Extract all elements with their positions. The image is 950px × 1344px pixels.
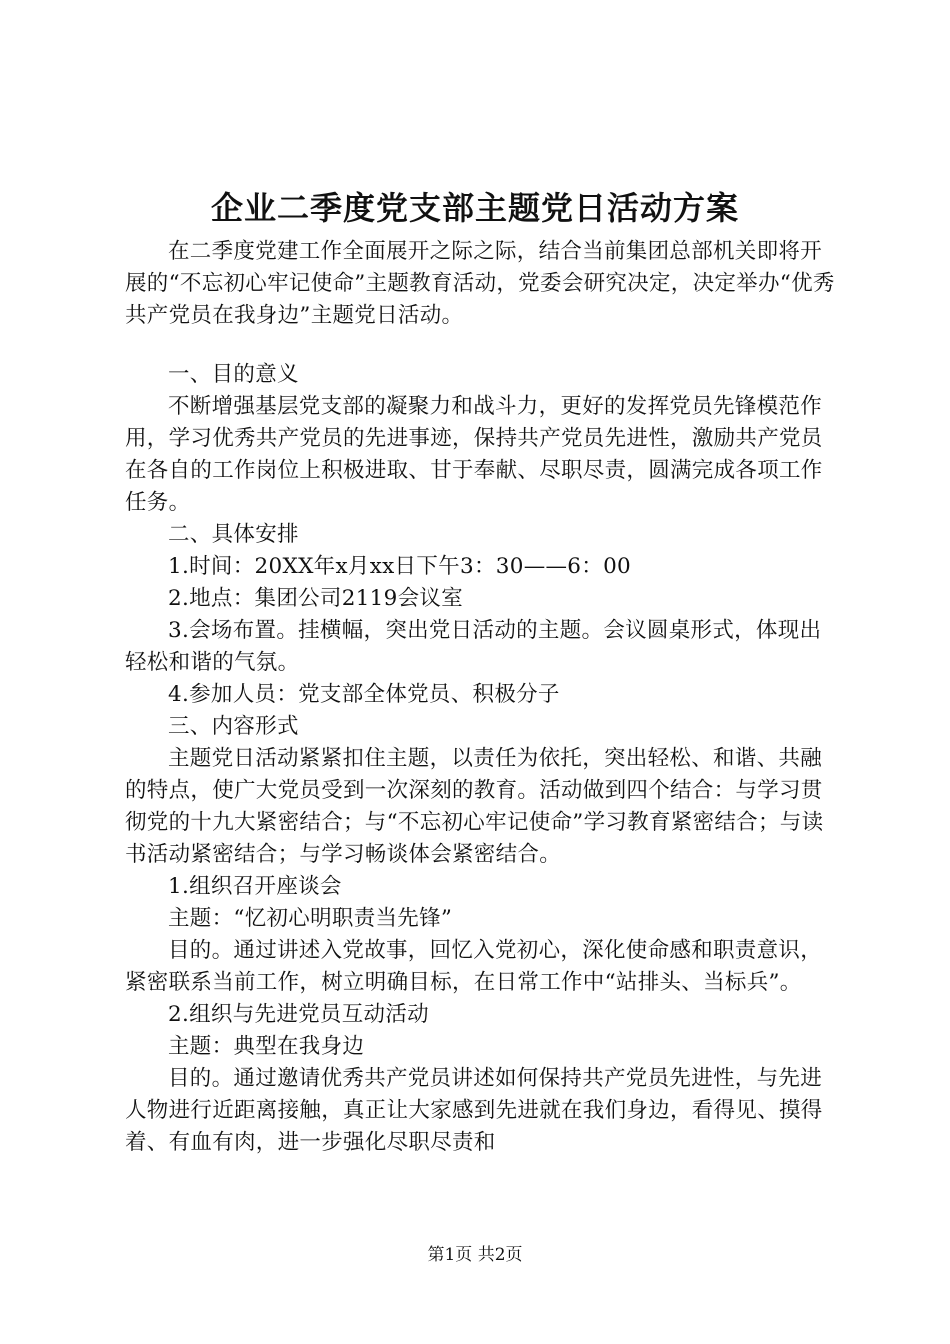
content-paragraph: 主题党日活动紧紧扣住主题，以责任为依托，突出轻松、和谐、共融的特点，使广大党员受到一次深刻的教育。活动做到四个结合：与学习贯彻党的十九大紧密结合；与“不忘初心牢记使命”学习教育紧密结合；与读书活动紧密结合；与学习畅谈体会紧密结合。 xyxy=(125,746,824,867)
document-body xyxy=(125,236,837,1159)
purpose-paragraph: 不断增强基层党支部的凝聚力和战斗力，更好的发挥党员先锋模范作用，学习优秀共产党员的先进事迹，保持共产党员先进性，激励共产党员在各自的工作岗位上积极进取、甘于奉献、尽职尽责，圆满完成各项工作任务。 xyxy=(125,394,823,515)
activity-2-heading: 2.组织与先进党员互动活动 xyxy=(168,1002,429,1027)
section-heading-content: 三、内容形式 xyxy=(168,714,299,739)
activity-1-heading: 1.组织召开座谈会 xyxy=(168,874,342,899)
activity-1-theme: 主题：“忆初心明职责当先锋” xyxy=(168,906,453,931)
section-heading-arrangement: 二、具体安排 xyxy=(168,522,299,547)
activity-2-theme: 主题：典型在我身边 xyxy=(168,1034,365,1059)
arrangement-participants: 4.参加人员：党支部全体党员、积极分子 xyxy=(168,682,560,707)
section-heading-purpose: 一、目的意义 xyxy=(168,362,299,387)
arrangement-venue-setup: 3.会场布置。挂横幅，突出党日活动的主题。会议圆桌形式，体现出轻松和谐的气氛。 xyxy=(125,618,822,675)
arrangement-location: 2.地点：集团公司2119会议室 xyxy=(168,586,464,611)
intro-paragraph: 在二季度党建工作全面展开之际之际，结合当前集团总部机关即将开展的“不忘初心牢记使命”主题教育活动，党委会研究决定，决定举办“优秀共产党员在我身边”主题党日活动。 xyxy=(125,239,835,328)
page-footer: 第1页 共2页 xyxy=(427,1245,523,1265)
activity-1-purpose: 目的。通过讲述入党故事，回忆入党初心，深化使命感和职责意识，紧密联系当前工作，树立明确目标，在日常工作中“站排头、当标兵”。 xyxy=(125,938,823,995)
activity-2-purpose: 目的。通过邀请优秀共产党员讲述如何保持共产党员先进性，与先进人物进行近距离接触，真正让大家感到先进就在我们身边，看得见、摸得着、有血有肉，进一步强化尽职尽责和 xyxy=(125,1066,823,1155)
arrangement-time: 1.时间：20XX年x月xx日下午3：30——6：00 xyxy=(168,554,632,579)
document-title: 企业二季度党支部主题党日活动方案 xyxy=(210,189,739,227)
